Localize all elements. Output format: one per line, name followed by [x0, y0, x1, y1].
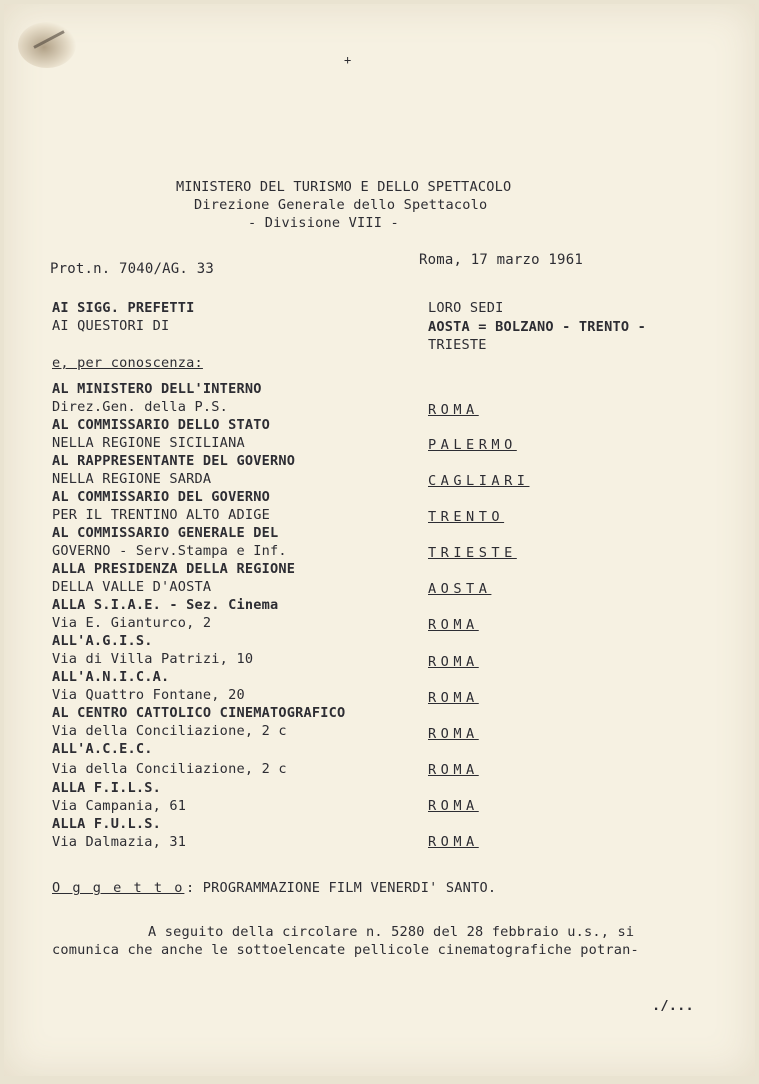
- recipient-4-line-1: AL COMMISSARIO DEL GOVERNO: [52, 489, 270, 505]
- recipient-9-line-1: ALL'A.N.I.C.A.: [52, 669, 170, 685]
- place-date: Roma, 17 marzo 1961: [419, 252, 583, 268]
- recipient-6-city: AOSTA: [428, 581, 492, 597]
- recipient-5-line-2: GOVERNO - Serv.Stampa e Inf.: [52, 543, 287, 559]
- recipient-1-city: ROMA: [428, 402, 479, 418]
- addressee-prefetti: AI SIGG. PREFETTI: [52, 300, 195, 316]
- subject-label: O g g e t t o: [52, 880, 185, 896]
- recipient-12-line-2: Via Campania, 61: [52, 798, 187, 814]
- recipient-8-city: ROMA: [428, 654, 479, 670]
- recipient-7-line-2: Via E. Gianturco, 2: [52, 615, 212, 631]
- body-line-2: comunica che anche le sottoelencate pellicole cinematografiche potran-: [52, 942, 639, 958]
- recipient-3-line-2: NELLA REGIONE SARDA: [52, 471, 212, 487]
- recipient-13-line-2: Via Dalmazia, 31: [52, 834, 187, 850]
- recipient-4-city: TRENTO: [428, 509, 505, 525]
- recipient-11-line-1: ALL'A.C.E.C.: [52, 741, 153, 757]
- recipient-6-line-1: ALLA PRESIDENZA DELLA REGIONE: [52, 561, 296, 577]
- recipient-8-line-1: ALL'A.G.I.S.: [52, 633, 153, 649]
- recipient-11-city: ROMA: [428, 762, 479, 778]
- sedi-line-2: AOSTA = BOLZANO - TRENTO -: [428, 319, 646, 335]
- sedi-line-3: TRIESTE: [428, 337, 487, 353]
- recipient-13-line-1: ALLA F.U.L.S.: [52, 816, 161, 832]
- recipient-9-city: ROMA: [428, 690, 479, 706]
- recipient-11-line-2: Via della Conciliazione, 2 c: [52, 761, 287, 777]
- ministry-heading: MINISTERO DEL TURISMO E DELLO SPETTACOLO: [176, 179, 512, 195]
- recipient-7-line-1: ALLA S.I.A.E. - Sez. Cinema: [52, 597, 279, 613]
- protocol-number: Prot.n. 7040/AG. 33: [50, 261, 214, 277]
- continuation-mark: ./...: [652, 998, 694, 1014]
- recipient-3-city: CAGLIARI: [428, 473, 530, 489]
- division-heading: - Divisione VIII -: [248, 215, 399, 231]
- body-line-1: A seguito della circolare n. 5280 del 28 febbraio u.s., si: [148, 924, 635, 940]
- recipient-3-line-1: AL RAPPRESENTANTE DEL GOVERNO: [52, 453, 296, 469]
- recipient-10-line-2: Via della Conciliazione, 2 c: [52, 723, 287, 739]
- recipient-8-line-2: Via di Villa Patrizi, 10: [52, 651, 254, 667]
- recipient-5-line-1: AL COMMISSARIO GENERALE DEL: [52, 525, 279, 541]
- recipient-2-city: PALERMO: [428, 437, 517, 453]
- recipient-9-line-2: Via Quattro Fontane, 20: [52, 687, 245, 703]
- recipient-2-line-1: AL COMMISSARIO DELLO STATO: [52, 417, 270, 433]
- for-knowledge-label: e, per conoscenza:: [52, 355, 203, 371]
- recipient-5-city: TRIESTE: [428, 545, 517, 561]
- recipient-13-city: ROMA: [428, 834, 479, 850]
- recipient-10-city: ROMA: [428, 726, 479, 742]
- recipient-1-line-1: AL MINISTERO DELL'INTERNO: [52, 381, 262, 397]
- recipient-4-line-2: PER IL TRENTINO ALTO ADIGE: [52, 507, 270, 523]
- addressee-questori: AI QUESTORI DI: [52, 318, 170, 334]
- punch-mark: +: [344, 53, 352, 67]
- recipient-12-line-1: ALLA F.I.L.S.: [52, 780, 161, 796]
- recipient-2-line-2: NELLA REGIONE SICILIANA: [52, 435, 245, 451]
- direction-heading: Direzione Generale dello Spettacolo: [194, 197, 488, 213]
- sedi-line-1: LORO SEDI: [428, 300, 504, 316]
- document-page: [4, 4, 755, 1076]
- recipient-6-line-2: DELLA VALLE D'AOSTA: [52, 579, 212, 595]
- recipient-10-line-1: AL CENTRO CATTOLICO CINEMATOGRAFICO: [52, 705, 346, 721]
- recipient-1-line-2: Direz.Gen. della P.S.: [52, 399, 229, 415]
- recipient-12-city: ROMA: [428, 798, 479, 814]
- recipient-7-city: ROMA: [428, 617, 479, 633]
- stain-mark: [18, 22, 76, 68]
- subject-text: : PROGRAMMAZIONE FILM VENERDI' SANTO.: [186, 880, 497, 896]
